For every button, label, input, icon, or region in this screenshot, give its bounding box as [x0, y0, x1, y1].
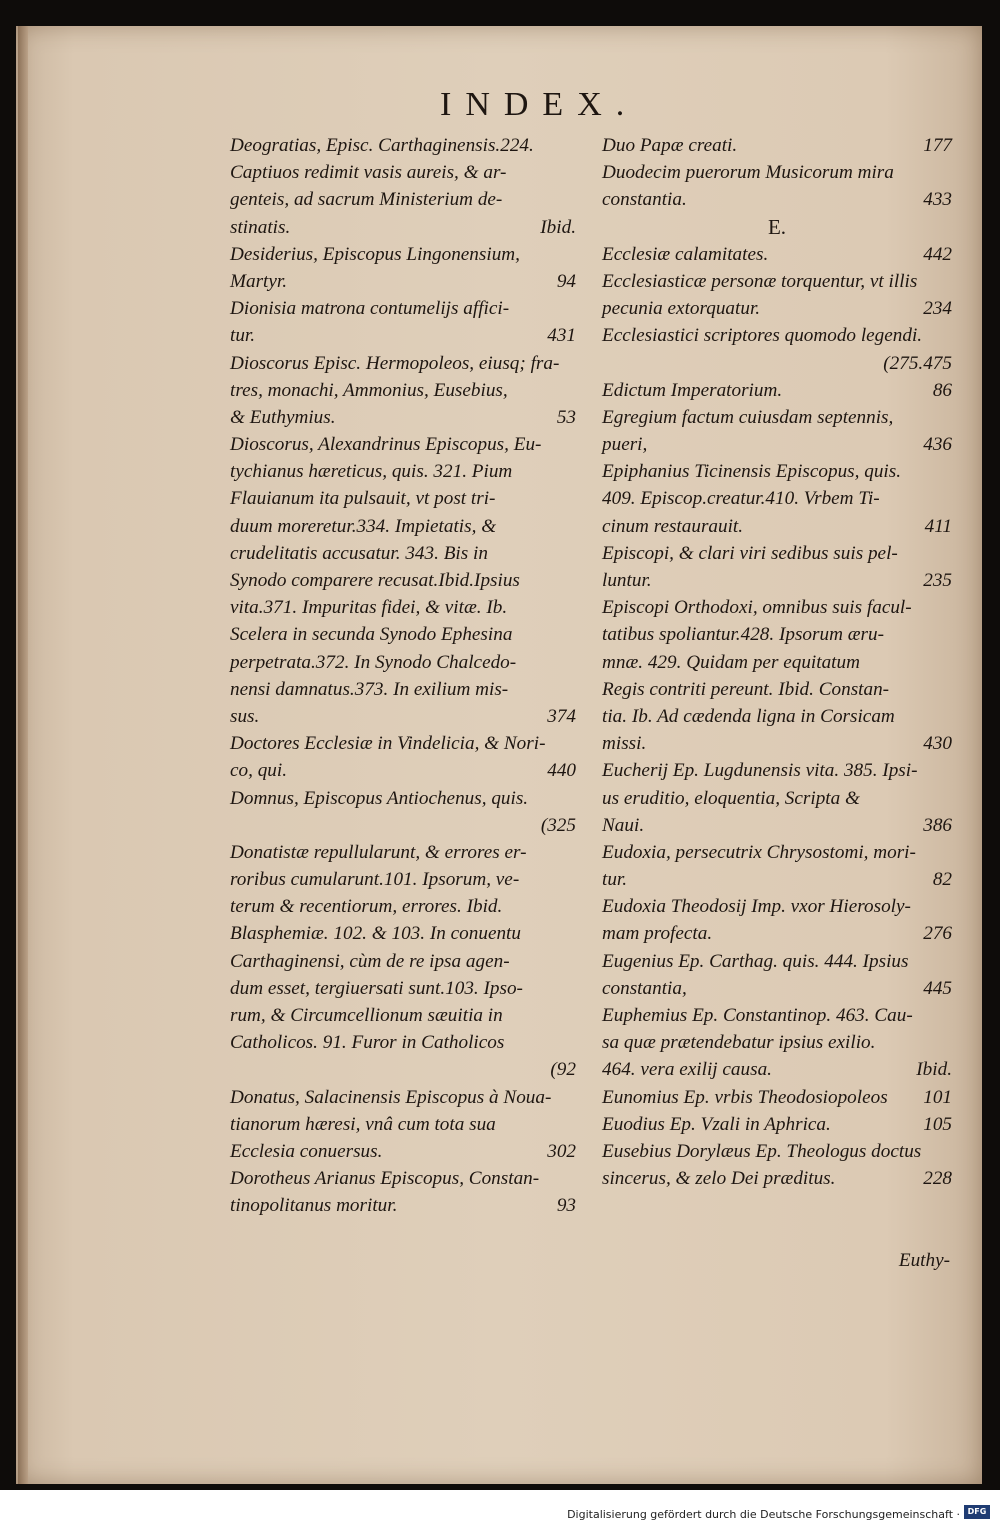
index-line: [230, 322, 576, 349]
index-line: [602, 458, 952, 485]
index-entry-text: 464. vera exilij causa.: [602, 1059, 772, 1081]
index-line: [230, 159, 576, 186]
index-line: [602, 377, 952, 404]
footer-credit: Digitalisierung gefördert durch die Deutsche Forschungsgemeinschaft ·: [567, 1508, 960, 1521]
index-line: [602, 866, 952, 893]
index-line: [602, 513, 952, 540]
index-line: [602, 1138, 952, 1165]
index-entry-text: co, qui.: [230, 760, 288, 782]
index-entry-text: duum moreretur.334. Impietatis, &: [230, 515, 497, 537]
index-line: [230, 621, 576, 648]
index-line: [230, 1111, 576, 1138]
index-entry-text: tinopolitanus moritur.: [230, 1195, 398, 1217]
index-entry-text: Egregium factum cuiusdam septennis,: [602, 406, 894, 428]
index-page-ref: (325: [540, 814, 576, 836]
index-line: [602, 948, 952, 975]
index-entry-text: Martyr.: [230, 270, 288, 292]
index-entry-text: & Euthymius.: [230, 406, 336, 428]
index-line: [602, 1029, 952, 1056]
index-line: [230, 730, 576, 757]
index-page-ref: 430: [923, 733, 952, 755]
dfg-logo: DFG: [964, 1505, 990, 1519]
index-entry-text: genteis, ad sacrum Ministerium de-: [230, 189, 503, 211]
index-line: [230, 214, 576, 241]
index-line: [230, 920, 576, 947]
index-entry-text: roribus cumularunt.101. Ipsorum, ve-: [230, 869, 520, 891]
index-entry-text: Naui.: [602, 814, 645, 836]
index-line: [230, 485, 576, 512]
index-page-ref: 431: [547, 325, 576, 347]
index-page-ref: 386: [923, 814, 952, 836]
index-entry-text: Eunomius Ep. vrbis Theodosiopoleos: [602, 1086, 888, 1108]
index-entry-text: Deogratias, Episc. Carthaginensis.224.: [230, 135, 534, 156]
index-line: [602, 485, 952, 512]
index-line: [602, 431, 952, 458]
index-line: [230, 676, 576, 703]
index-page-ref: 234: [923, 298, 952, 320]
index-entry-text: sincerus, & zelo Dei præditus.: [602, 1168, 836, 1190]
index-column-left: [230, 132, 576, 1220]
index-page-ref: 53: [556, 406, 576, 428]
index-line: [602, 676, 952, 703]
index-entry-text: Ecclesiastici scriptores quomodo legendi.: [602, 325, 923, 347]
index-entry-text: crudelitatis accusatur. 343. Bis in: [230, 542, 488, 564]
index-entry-text: mnæ. 429. Quidam per equitatum: [602, 651, 860, 673]
index-line: [230, 377, 576, 404]
index-line: [602, 132, 952, 159]
index-line: [230, 948, 576, 975]
index-entry-text: tianorum hæresi, vnâ cum tota sua: [230, 1113, 496, 1135]
index-entry-text: constantia.: [602, 189, 687, 211]
index-line: [602, 594, 952, 621]
index-line: [602, 893, 952, 920]
index-line: [230, 404, 576, 431]
index-entry-text: Ecclesiasticæ personæ torquentur, vt illis: [602, 270, 918, 292]
index-entry-text: pecunia extorquatur.: [602, 298, 761, 320]
index-page-ref: 276: [923, 923, 952, 945]
index-line: [602, 812, 952, 839]
index-page-ref: Ibid.: [916, 1059, 952, 1081]
index-entry-text: Euphemius Ep. Constantinop. 463. Cau-: [602, 1005, 913, 1026]
index-page-ref: 436: [923, 434, 952, 456]
index-entry-text: perpetrata.372. In Synodo Chalcedo-: [230, 651, 517, 673]
index-line: [230, 295, 576, 322]
index-entry-text: rum, & Circumcellionum sæuitia in: [230, 1005, 503, 1026]
index-line: [602, 186, 952, 213]
index-line: [602, 1084, 952, 1111]
index-line: [230, 268, 576, 295]
index-line: [602, 241, 952, 268]
index-line: [602, 295, 952, 322]
index-entry-text: missi.: [602, 733, 647, 755]
index-page-ref: 93: [556, 1195, 576, 1217]
index-page-ref: (275.475: [883, 352, 952, 374]
index-line: [602, 322, 952, 349]
index-line: [602, 757, 952, 784]
index-entry-text: nensi damnatus.373. In exilium mis-: [230, 678, 509, 700]
index-line: [602, 920, 952, 947]
index-line: [230, 757, 576, 784]
index-page-ref: 374: [547, 705, 576, 727]
index-line: [230, 649, 576, 676]
running-head: INDEX.: [440, 86, 639, 123]
index-line: [602, 567, 952, 594]
index-page-ref: 228: [923, 1168, 952, 1190]
index-page-ref: 105: [923, 1113, 952, 1135]
index-entry-text: tur.: [602, 869, 628, 891]
index-entry-text: Synodo comparere recusat.Ibid.Ipsius: [230, 570, 520, 591]
page-gutter-shadow: [18, 26, 28, 1484]
index-line: [230, 241, 576, 268]
index-entry-text: Eugenius Ep. Carthag. quis. 444. Ipsius: [602, 950, 909, 972]
index-entry-text: Scelera in secunda Synodo Ephesina: [230, 624, 513, 646]
index-entry-text: tia. Ib. Ad cædenda ligna in Corsicam: [602, 705, 895, 727]
index-line: [230, 513, 576, 540]
index-page-ref: 177: [923, 135, 952, 156]
index-line: [230, 431, 576, 458]
index-line: [230, 785, 576, 812]
index-entry-text: tur.: [230, 325, 256, 347]
index-entry-text: Captiuos redimit vasis aureis, & ar-: [230, 162, 507, 184]
index-entry-text: sus.: [230, 705, 260, 727]
index-page-ref: 302: [547, 1140, 576, 1162]
index-page-ref: 86: [932, 379, 952, 401]
index-entry-text: pueri,: [602, 434, 648, 456]
index-line: [602, 1111, 952, 1138]
index-line: [602, 839, 952, 866]
index-entry-text: luntur.: [602, 570, 652, 591]
index-entry-text: Donatistæ repullularunt, & errores er-: [230, 841, 527, 863]
index-entry-text: Catholicos. 91. Furor in Catholicos: [230, 1032, 505, 1054]
index-entry-text: Carthaginensi, cùm de re ipsa agen-: [230, 950, 510, 972]
section-letter: E.: [767, 214, 787, 239]
index-line: [230, 1002, 576, 1029]
index-entry-text: Dioscorus Episc. Hermopoleos, eiusq; fra-: [230, 352, 560, 374]
index-line: [602, 404, 952, 431]
index-line: [230, 866, 576, 893]
index-entry-text: Regis contriti pereunt. Ibid. Constan-: [602, 678, 890, 700]
index-line: [230, 812, 576, 839]
digitization-footer: [0, 1500, 1000, 1524]
index-entry-text: Ecclesiæ calamitates.: [602, 243, 769, 265]
index-page-ref: 433: [923, 189, 952, 211]
index-line: [602, 975, 952, 1002]
index-line: [602, 703, 952, 730]
index-entry-text: Eudoxia Theodosij Imp. vxor Hierosoly-: [602, 896, 911, 918]
index-page-ref: Ibid.: [540, 216, 576, 238]
index-line: [230, 350, 576, 377]
index-entry-text: sa quæ prætendebatur ipsius exilio.: [602, 1032, 876, 1054]
index-entry-text: mam profecta.: [602, 923, 713, 945]
index-line: [602, 785, 952, 812]
index-page-ref: 440: [547, 760, 576, 782]
index-line: [602, 649, 952, 676]
index-entry-text: dum esset, tergiuersati sunt.103. Ipso-: [230, 977, 523, 999]
index-entry-text: Dioscorus, Alexandrinus Episcopus, Eu-: [230, 434, 542, 456]
index-entry-text: cinum restaurauit.: [602, 515, 744, 537]
index-entry-text: Euodius Ep. Vzali in Aphrica.: [602, 1113, 831, 1135]
index-line: [602, 268, 952, 295]
index-page-ref: 442: [923, 243, 952, 265]
catchword: Euthy-: [898, 1250, 950, 1271]
index-entry-text: tatibus spoliantur.428. Ipsorum æru-: [602, 624, 884, 646]
index-line: [230, 186, 576, 213]
index-entry-text: Duo Papæ creati.: [602, 135, 738, 156]
index-line: [230, 975, 576, 1002]
index-entry-text: terum & recentiorum, errores. Ibid.: [230, 896, 503, 918]
index-entry-text: Ecclesia conuersus.: [230, 1140, 383, 1162]
index-line: [230, 1084, 576, 1111]
index-line: [602, 540, 952, 567]
index-entry-text: tres, monachi, Ammonius, Eusebius,: [230, 379, 508, 401]
index-page-ref: 445: [923, 977, 952, 999]
index-line: [230, 1029, 576, 1056]
index-entry-text: Eudoxia, persecutrix Chrysostomi, mori-: [602, 841, 916, 863]
index-entry-text: constantia,: [602, 977, 687, 999]
index-line: [602, 159, 952, 186]
index-entry-text: Blasphemiæ. 102. & 103. In conuentu: [230, 923, 521, 945]
index-entry-text: vita.371. Impuritas fidei, & vitæ. Ib.: [230, 597, 508, 619]
index-line: [230, 1192, 576, 1219]
index-line: [602, 1002, 952, 1029]
index-line: [230, 594, 576, 621]
index-entry-text: Duodecim puerorum Musicorum mira: [602, 162, 894, 184]
index-line: [602, 350, 952, 377]
index-line: [230, 1138, 576, 1165]
index-entry-text: Doctores Ecclesiæ in Vindelicia, & Nori-: [230, 733, 546, 755]
index-entry-text: 409. Episcop.creatur.410. Vrbem Ti-: [602, 488, 880, 510]
index-entry-text: stinatis.: [230, 216, 291, 238]
index-entry-text: Domnus, Episcopus Antiochenus, quis.: [230, 787, 529, 809]
index-column-right: [602, 132, 952, 1192]
index-entry-text: Eucherij Ep. Lugdunensis vita. 385. Ipsi-: [602, 760, 918, 782]
index-line: [230, 540, 576, 567]
index-entry-text: Desiderius, Episcopus Lingonensium,: [230, 243, 520, 265]
index-line: [602, 1056, 952, 1083]
index-entry-text: Dionisia matrona contumelijs affici-: [230, 298, 510, 320]
index-line: [230, 893, 576, 920]
index-line: [230, 567, 576, 594]
index-entry-text: Flauianum ita pulsauit, vt post tri-: [230, 488, 496, 510]
index-line: [230, 839, 576, 866]
index-page-ref: 82: [932, 869, 952, 891]
index-page-ref: 94: [556, 270, 576, 292]
index-line: [230, 1165, 576, 1192]
index-page-ref: 101: [923, 1086, 952, 1108]
index-entry-text: us eruditio, eloquentia, Scripta &: [602, 787, 860, 809]
index-entry-text: Edictum Imperatorium.: [602, 379, 783, 401]
index-entry-text: Epiphanius Ticinensis Episcopus, quis.: [602, 461, 902, 483]
index-page-ref: (92: [550, 1059, 576, 1081]
index-entry-text: Episcopi, & clari viri sedibus suis pel-: [602, 542, 898, 564]
index-line: [602, 621, 952, 648]
index-line: [602, 1165, 952, 1192]
index-page-ref: 235: [923, 570, 952, 591]
index-entry-text: tychianus hæreticus, quis. 321. Pium: [230, 461, 513, 483]
index-page-ref: 411: [924, 515, 952, 537]
index-entry-text: Eusebius Dorylæus Ep. Theologus doctus: [602, 1140, 922, 1162]
index-line: [602, 730, 952, 757]
index-line: [230, 458, 576, 485]
index-line: [230, 132, 576, 159]
index-entry-text: Donatus, Salacinensis Episcopus à Noua-: [230, 1086, 552, 1108]
index-line: [230, 703, 576, 730]
index-line: [230, 1056, 576, 1083]
index-entry-text: Dorotheus Arianus Episcopus, Constan-: [230, 1168, 540, 1190]
index-entry-text: Episcopi Orthodoxi, omnibus suis facul-: [602, 597, 912, 619]
